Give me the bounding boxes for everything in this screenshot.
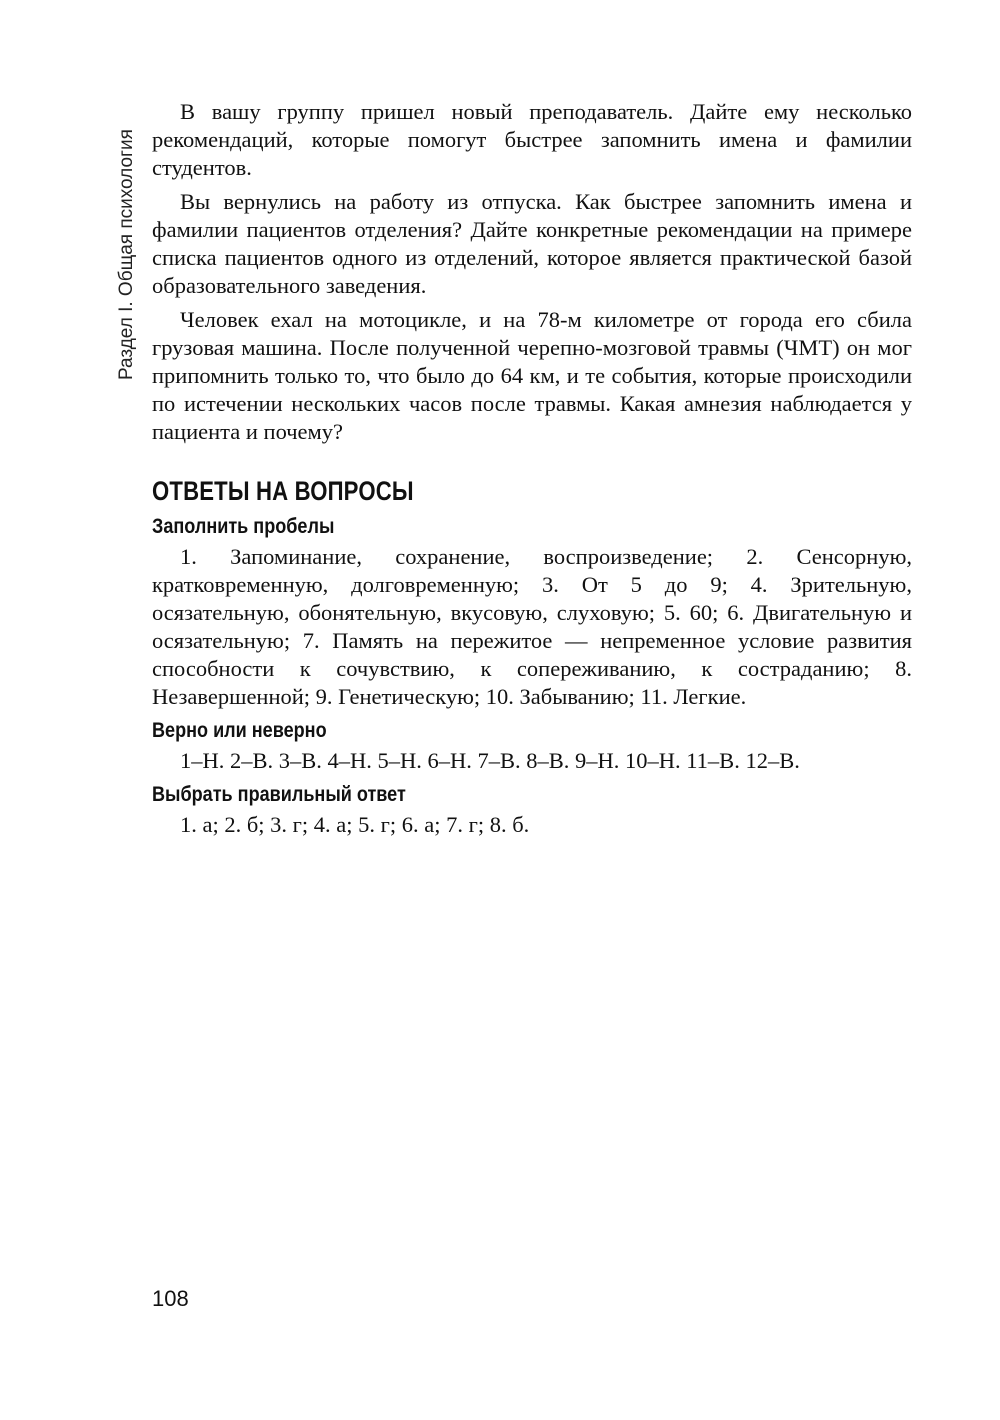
choose-answer-heading: Выбрать правильный ответ bbox=[152, 783, 406, 806]
page-number: 108 bbox=[152, 1286, 189, 1311]
fill-gaps-heading: Заполнить пробелы bbox=[152, 515, 335, 538]
running-section-label: Раздел I. Общая психология bbox=[116, 129, 137, 380]
true-false-answers: 1–Н. 2–В. 3–В. 4–Н. 5–Н. 6–Н. 7–В. 8–В. 9–Н. 10–Н. 11–В. 12–В. bbox=[180, 748, 800, 773]
question-paragraph: В вашу группу пришел новый преподаватель. Дайте ему несколько рекомендаций, которые помогут быстрее запомнить имена и фамилии студентов. bbox=[152, 99, 912, 180]
question-paragraph: Вы вернулись на работу из отпуска. Как быстрее запомнить имена и фамилии пациентов отделения? Дайте конкретные рекомендации на примере списка пациентов одного из отделений, которое является практической базой образовательного заведения. bbox=[152, 189, 912, 298]
fill-gaps-answers: 1. Запоминание, сохранение, воспроизведение; 2. Сенсорную, кратковременную, долговременную; 3. От 5 до 9; 4. Зрительную, осязательную, обонятельную, вкусовую, слуховую; 5. 60; 6. Двигательную и осязательную; 7. Память на пережитое — непременное условие развития способности к сочувствию, к сопереживанию, к состраданию; 8. Незавершенной; 9. Генетическую; 10. Забыванию; 11. Легкие. bbox=[152, 544, 912, 709]
true-false-heading: Верно или неверно bbox=[152, 719, 327, 742]
answers-section-title: ОТВЕТЫ НА ВОПРОСЫ bbox=[152, 476, 414, 506]
choose-answer-answers: 1. а; 2. б; 3. г; 4. а; 5. г; 6. а; 7. г; 8. б. bbox=[180, 812, 530, 837]
page-content bbox=[152, 98, 912, 845]
question-paragraph: Человек ехал на мотоцикле, и на 78-м километре от города его сбила грузовая машина. После полученной черепно-мозговой травмы (ЧМТ) он мог припомнить только то, что было до 64 км, и те события, которые происходили по истечении нескольких часов после травмы. Какая амнезия наблюдается у пациента и почему? bbox=[152, 307, 912, 444]
